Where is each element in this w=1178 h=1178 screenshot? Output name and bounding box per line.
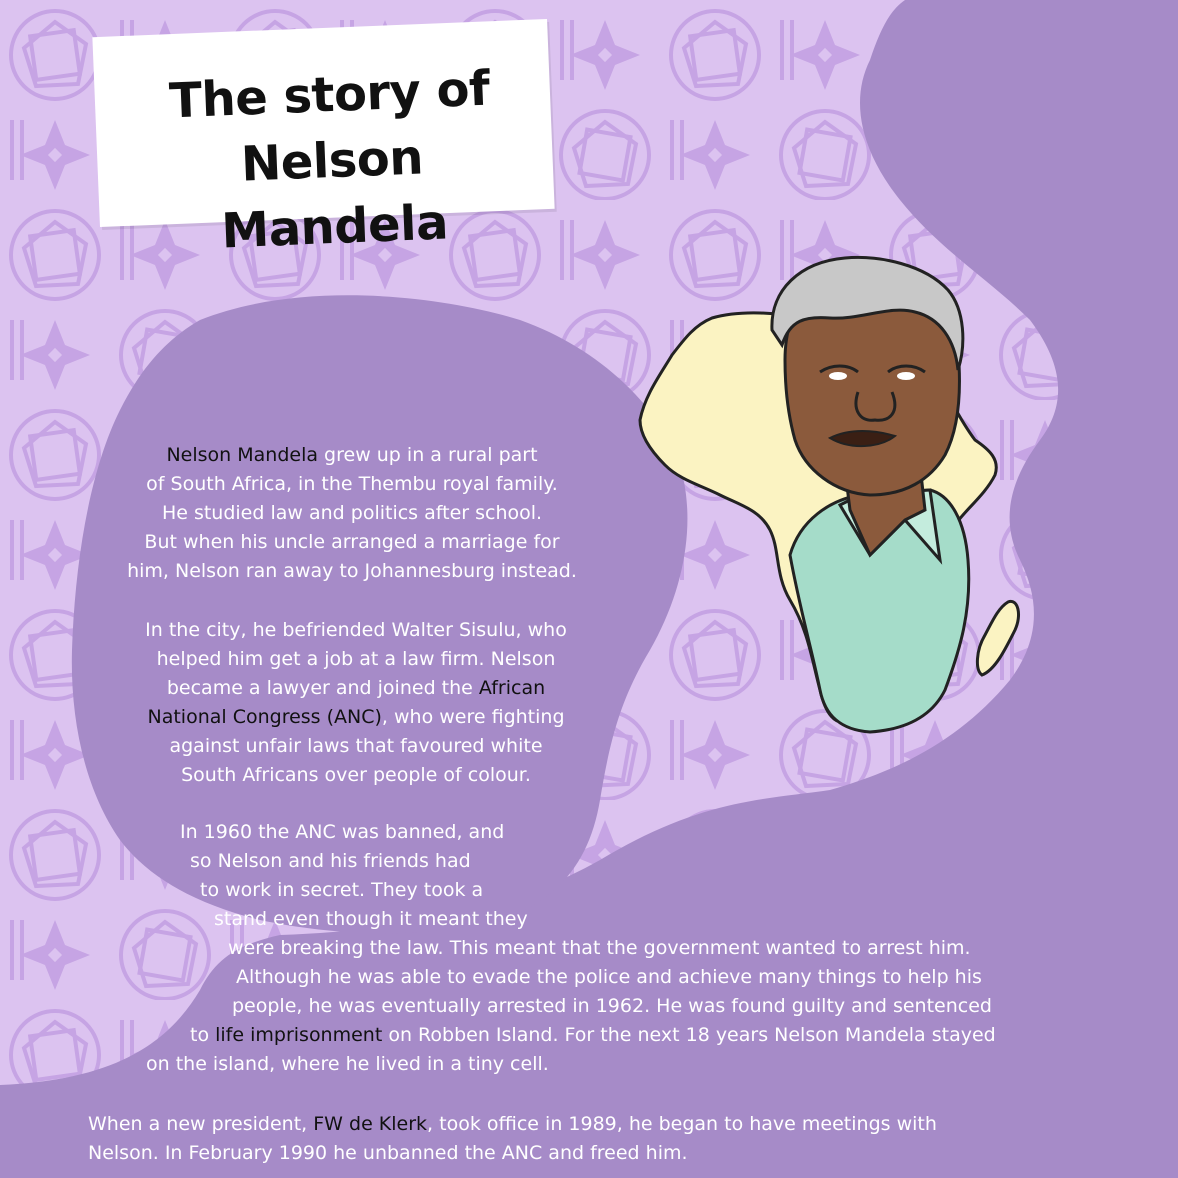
para4-line-1: When a new president, FW de Klerk, took office in 1989, he began to have meetings with: [88, 1113, 937, 1135]
para2-line-6: South Africans over people of colour.: [181, 764, 531, 786]
para3-line-1: In 1960 the ANC was banned, and: [180, 821, 505, 843]
para3-line-5: were breaking the law. This meant that the government wanted to arrest him.: [228, 937, 971, 959]
para1-line-5: him, Nelson ran away to Johannesburg instead.: [127, 560, 577, 582]
para2-line-1: In the city, he befriended Walter Sisulu, who: [145, 619, 567, 641]
paragraph-1: [104, 441, 600, 586]
paragraph-3: [140, 818, 1080, 1079]
para3-line-7: people, he was eventually arrested in 1962. He was found guilty and sentenced: [232, 995, 992, 1017]
keyword-nelson-mandela: Nelson Mandela: [166, 444, 318, 466]
para2-line-3: became a lawyer and joined the African: [166, 677, 546, 699]
para3-line-3: to work in secret. They took a: [200, 879, 484, 901]
title-line-2: Nelson Mandela: [220, 129, 449, 260]
para1-line-1: Nelson Mandela grew up in a rural part: [166, 444, 538, 466]
para3-line-8: to life imprisonment on Robben Island. For the next 18 years Nelson Mandela stayed: [190, 1024, 996, 1046]
paragraph-2: [100, 616, 612, 790]
keyword-fw-de-klerk: FW de Klerk: [313, 1113, 428, 1135]
para1-line-4: But when his uncle arranged a marriage for: [144, 531, 560, 553]
para1-line-3: He studied law and politics after school.: [161, 502, 543, 524]
para3-line-2: so Nelson and his friends had: [190, 850, 471, 872]
title-line-1: The story of: [168, 60, 491, 130]
para2-line-2: helped him get a job at a law firm. Nelson: [156, 648, 556, 670]
keyword-life-imprisonment: life imprisonment: [215, 1024, 383, 1046]
page-title: [128, 54, 536, 268]
para4-line-2: Nelson. In February 1990 he unbanned the ANC and freed him.: [88, 1142, 688, 1164]
para3-line-6: Although he was able to evade the police and achieve many things to help his: [236, 966, 982, 988]
para1-line-2: of South Africa, in the Thembu royal family.: [146, 473, 558, 495]
para2-line-4: National Congress (ANC), who were fighting: [147, 706, 565, 728]
keyword-anc: National Congress (ANC): [147, 706, 382, 728]
para2-line-5: against unfair laws that favoured white: [169, 735, 543, 757]
keyword-african: African: [478, 677, 546, 699]
para3-line-4: stand even though it meant they: [214, 908, 528, 930]
paragraph-4: [88, 1110, 1088, 1168]
para3-line-9: on the island, where he lived in a tiny cell.: [146, 1053, 549, 1075]
